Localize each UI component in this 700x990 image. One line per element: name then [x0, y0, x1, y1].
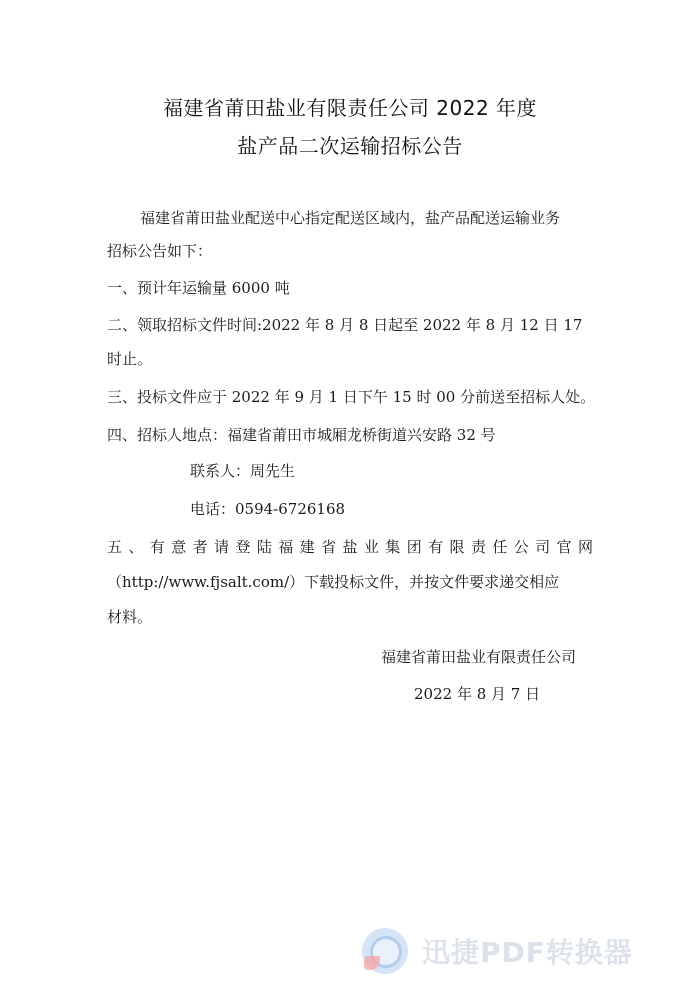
item-3-submission-deadline: 三、投标文件应于 2022 年 9 月 1 日下午 15 时 00 分前送至招标人处。 [107, 388, 596, 406]
contact-person: 联系人：周先生 [190, 462, 296, 480]
intro-paragraph-line-2: 招标公告如下： [107, 242, 213, 260]
watermark-text: 迅捷PDF转换器 [422, 936, 633, 969]
item-5-website-line-1: 五、有意者请登陆福建省盐业集团有限责任公司官网 [107, 538, 593, 556]
item-5-website-line-3: 材料。 [107, 608, 153, 626]
signature-company: 福建省莆田盐业有限责任公司 [381, 648, 577, 666]
item-5-website-line-2: （http://www.fjsalt.com/）下载投标文件，并按文件要求递交相应 [107, 573, 560, 591]
item-2-pickup-time-line-1: 二、领取招标文件时间:2022 年 8 月 8 日起至 2022 年 8 月 12 日 17 [107, 316, 583, 334]
item-1-transport-volume: 一、预计年运输量 6000 吨 [107, 279, 290, 297]
document-title-line-1: 福建省莆田盐业有限责任公司 2022 年度 [162, 96, 538, 120]
pdf-converter-logo-icon [362, 928, 408, 974]
item-2-pickup-time-line-2: 时止。 [107, 350, 153, 368]
item-4-address: 四、招标人地点：福建省莆田市城厢龙桥街道兴安路 32 号 [107, 426, 496, 444]
intro-paragraph-line-1: 福建省莆田盐业配送中心指定配送区域内，盐产品配送运输业务 [140, 209, 561, 227]
converter-watermark [362, 925, 692, 977]
signature-date: 2022 年 8 月 7 日 [414, 685, 541, 703]
document-title-line-2: 盐产品二次运输招标公告 [237, 134, 463, 158]
contact-phone: 电话：0594-6726168 [190, 500, 346, 518]
